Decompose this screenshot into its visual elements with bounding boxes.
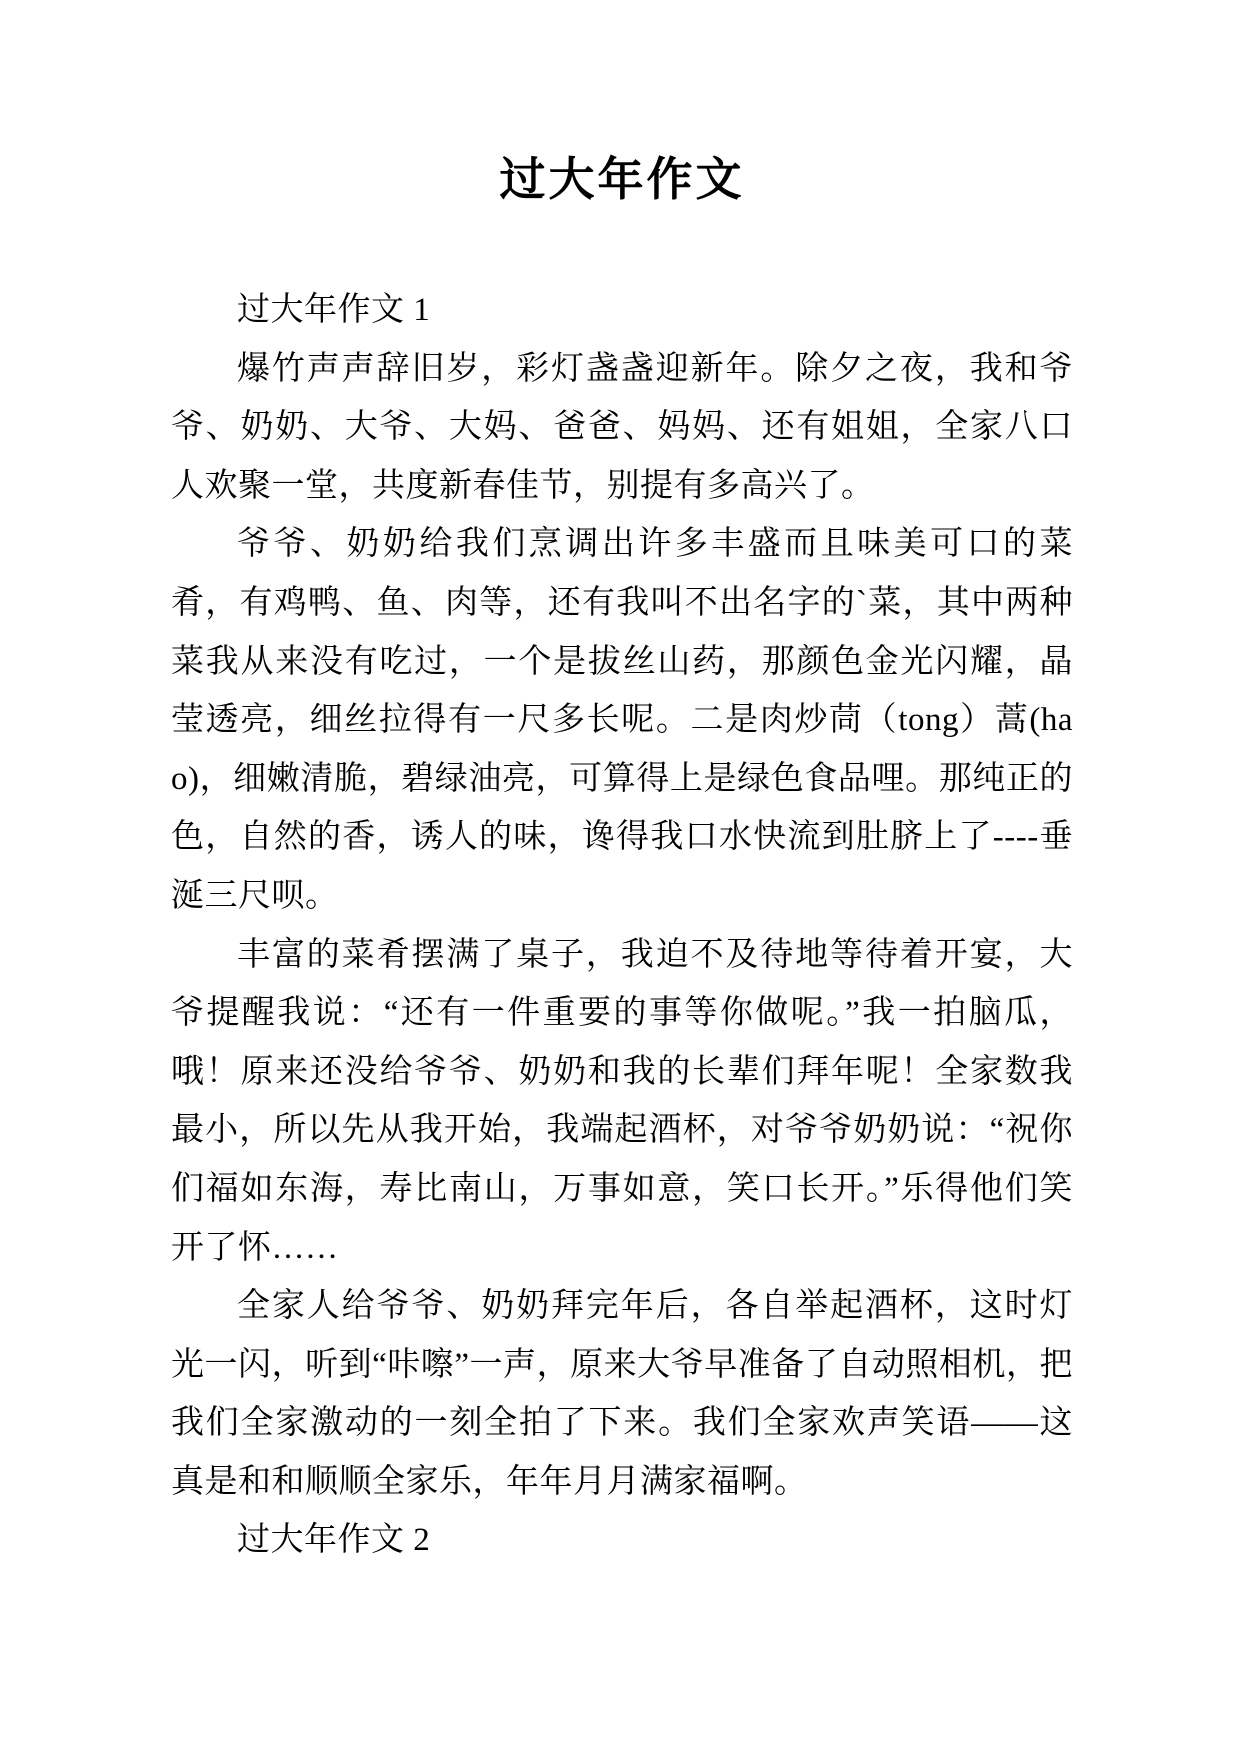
paragraph-essay1-toast: 丰富的菜肴摆满了桌子，我迫不及待地等待着开宴，大爷提醒我说：“还有一件重要的事等你做呢。”我一拍脑瓜，哦！原来还没给爷爷、奶奶和我的长辈们拜年呢！全家数我最小，所以先从我开始，我端起酒杯，对爷爷奶奶说：“祝你们福如东海，寿比南山，万事如意，笑口长开。”乐得他们笑开了怀…… bbox=[171, 936, 1073, 1266]
document-title: 过大年作文 bbox=[499, 154, 745, 205]
document-body bbox=[171, 281, 1073, 1570]
paragraph-essay1-photo: 全家人给爷爷、奶奶拜完年后，各自举起酒杯，这时灯光一闪，听到“咔嚓”一声，原来大爷早准备了自动照相机，把我们全家激动的一刻全拍了下来。我们全家欢声笑语——这真是和和顺顺全家乐，年年月月满家福啊。 bbox=[171, 1288, 1073, 1500]
paragraph-essay1-intro: 爆竹声声辞旧岁，彩灯盏盏迎新年。除夕之夜，我和爷爷、奶奶、大爷、大妈、爸爸、妈妈、还有姐姐，全家八口人欢聚一堂，共度新春佳节，别提有多高兴了。 bbox=[171, 350, 1073, 504]
paragraph-essay1-dishes: 爷爷、奶奶给我们烹调出许多丰盛而且味美可口的菜肴，有鸡鸭、鱼、肉等，还有我叫不出名字的`菜，其中两种菜我从来没有吃过，一个是拔丝山药，那颜色金光闪耀，晶莹透亮，细丝拉得有一尺多长呢。二是肉炒茼（tong）蒿(hao)，细嫩清脆，碧绿油亮，可算得上是绿色食品哩。那纯正的色，自然的香，诱人的味，谗得我口水快流到肚脐上了----垂涎三尺呗。 bbox=[171, 526, 1073, 914]
paragraph-heading-2: 过大年作文 2 bbox=[237, 1522, 431, 1559]
paragraph-heading-1: 过大年作文 1 bbox=[237, 292, 431, 328]
